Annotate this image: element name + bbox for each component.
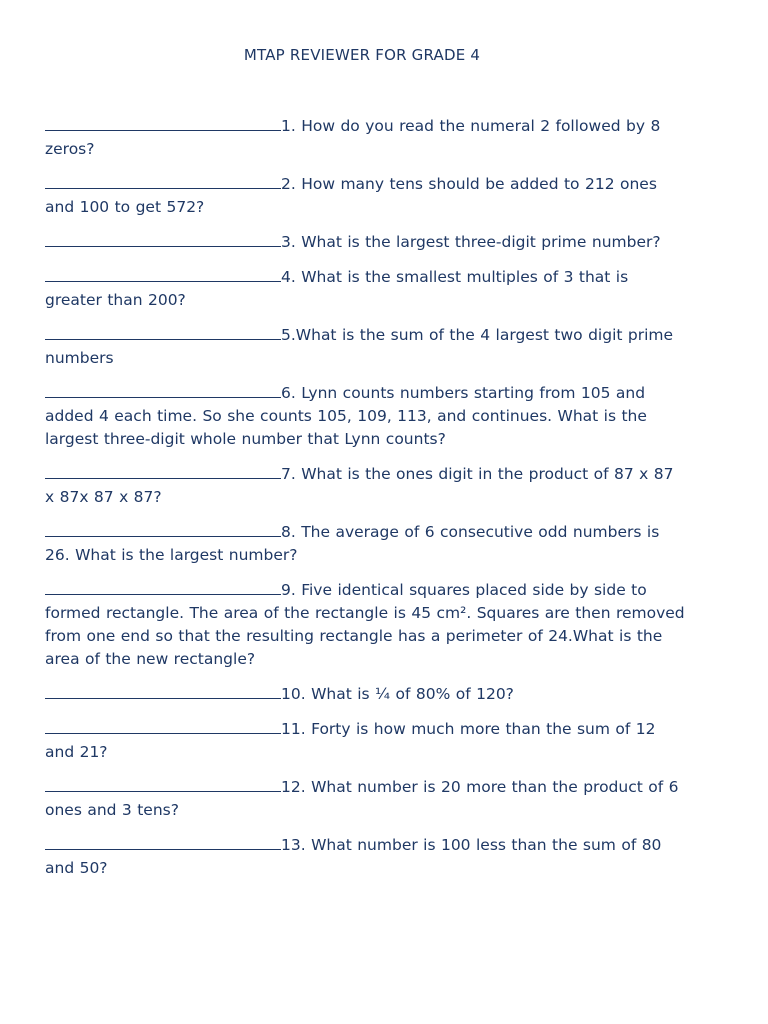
answer-blank[interactable] <box>45 324 281 340</box>
question-text: 1. How do you read the numeral 2 followed by 8 zeros? <box>45 117 661 158</box>
question-item <box>45 231 685 254</box>
answer-blank[interactable] <box>45 266 281 282</box>
question-text: 13. What number is 100 less than the sum of 80 and 50? <box>45 836 662 877</box>
answer-blank[interactable] <box>45 231 281 247</box>
answer-blank[interactable] <box>45 521 281 537</box>
question-item <box>45 115 685 161</box>
answer-blank[interactable] <box>45 683 281 699</box>
answer-blank[interactable] <box>45 834 281 850</box>
question-item <box>45 463 685 509</box>
question-text: 10. What is ¼ of 80% of 120? <box>281 685 514 703</box>
question-text: 11. Forty is how much more than the sum of 12 and 21? <box>45 720 656 761</box>
question-text: 5.What is the sum of the 4 largest two digit prime numbers <box>45 326 674 367</box>
question-text: 12. What number is 20 more than the product of 6 ones and 3 tens? <box>45 778 679 819</box>
question-item <box>45 834 685 880</box>
question-text: 2. How many tens should be added to 212 ones and 100 to get 572? <box>45 175 657 216</box>
document-title: MTAP REVIEWER FOR GRADE 4 <box>243 46 481 64</box>
question-item <box>45 173 685 219</box>
question-text: 6. Lynn counts numbers starting from 105 and added 4 each time. So she counts 105, 109, 113, and continues. What is the largest three-digit whole number that Lynn counts? <box>45 384 647 448</box>
question-text: 3. What is the largest three-digit prime number? <box>281 233 661 251</box>
question-text: 4. What is the smallest multiples of 3 that is greater than 200? <box>45 268 629 309</box>
question-item <box>45 521 685 567</box>
question-item <box>45 683 685 706</box>
question-item <box>45 718 685 764</box>
answer-blank[interactable] <box>45 579 281 595</box>
answer-blank[interactable] <box>45 463 281 479</box>
question-text: 9. Five identical squares placed side by side to formed rectangle. The area of the rectangle is 45 cm². Squares are then removed from one end so that the resulting rectangle has a perimeter of 24.What is the area of the new rectangle? <box>45 581 685 668</box>
question-item <box>45 382 685 451</box>
answer-blank[interactable] <box>45 718 281 734</box>
answer-blank[interactable] <box>45 776 281 792</box>
answer-blank[interactable] <box>45 115 281 131</box>
question-text: 7. What is the ones digit in the product of 87 x 87 x 87x 87 x 87? <box>45 465 674 506</box>
answer-blank[interactable] <box>45 382 281 398</box>
question-item <box>45 324 685 370</box>
question-item <box>45 266 685 312</box>
question-text: 8. The average of 6 consecutive odd numbers is 26. What is the largest number? <box>45 523 660 564</box>
question-item <box>45 776 685 822</box>
question-list <box>45 115 685 892</box>
question-item <box>45 579 685 671</box>
answer-blank[interactable] <box>45 173 281 189</box>
